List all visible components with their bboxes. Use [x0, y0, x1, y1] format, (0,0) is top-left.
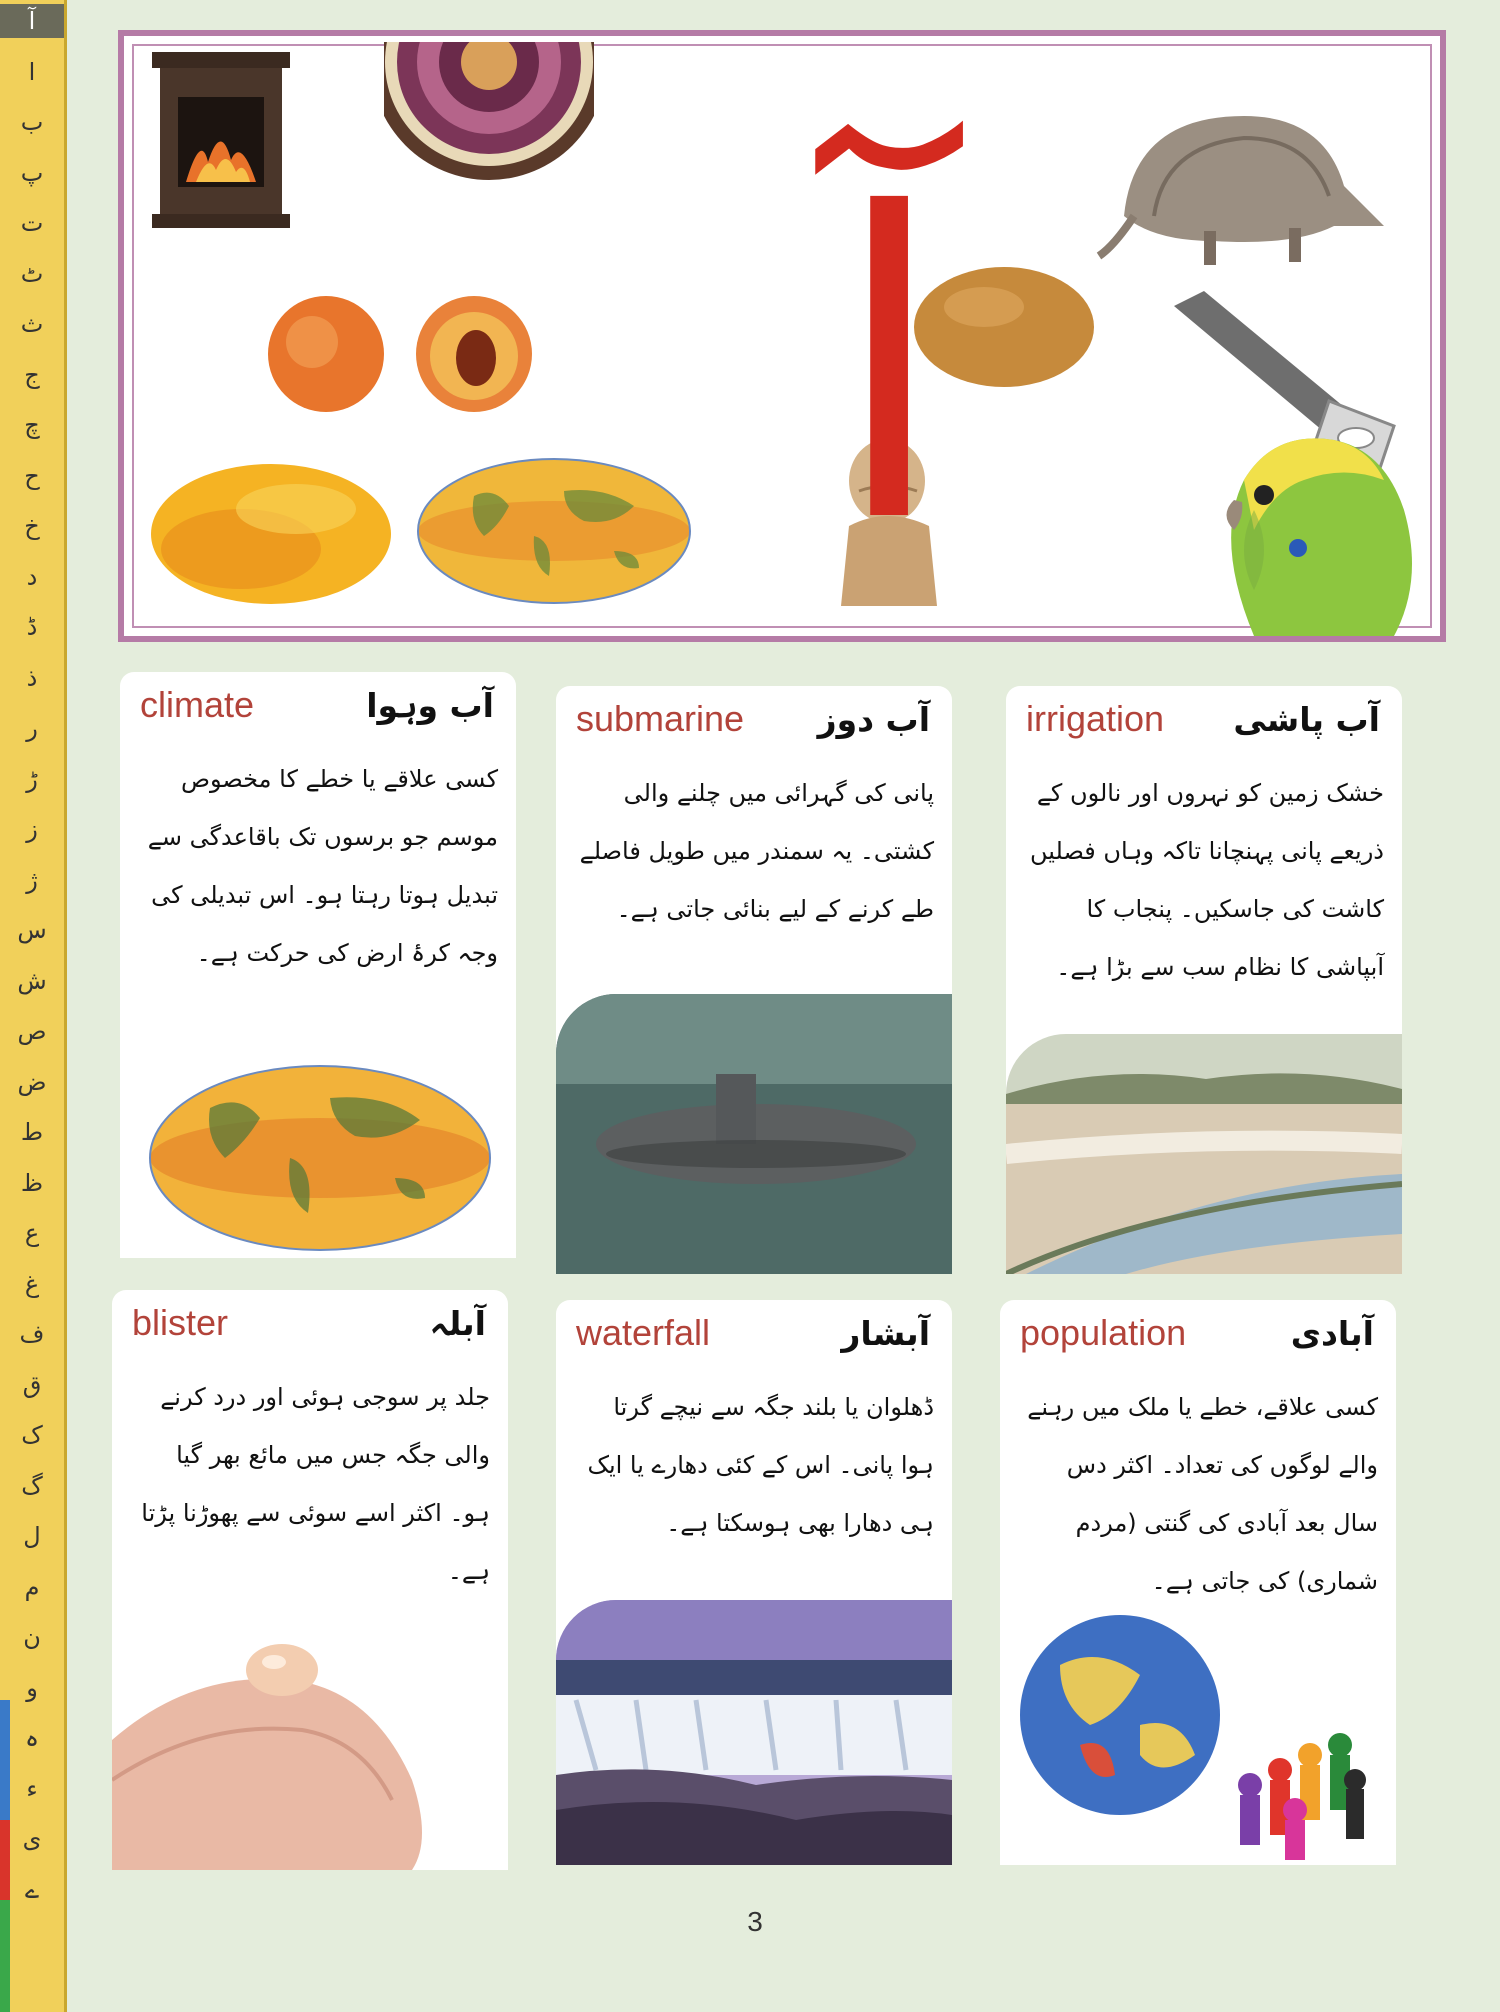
alphabet-letter: ڑ: [26, 764, 38, 793]
card-urdu-word: آب وہوا: [366, 686, 494, 725]
card-submarine: [556, 686, 952, 1274]
card-blister: [112, 1290, 508, 1870]
page-number: 3: [747, 1906, 763, 1937]
card-english-word: submarine: [576, 698, 745, 739]
card-english-word: blister: [132, 1302, 229, 1343]
alphabet-letter: گ: [21, 1471, 43, 1500]
alphabet-letter: م: [24, 1572, 40, 1601]
alphabet-letter: ع: [24, 1219, 40, 1247]
blister-icon: [112, 1600, 508, 1870]
card-waterfall: [556, 1300, 952, 1865]
alphabet-letter: ء: [26, 1774, 38, 1803]
alphabet-letter: و: [26, 1673, 38, 1702]
card-english-word: waterfall: [576, 1312, 711, 1353]
card-definition: پانی کی گہرائی میں چلنے والی کشتی۔ یہ سمندر میں طویل فاصلے طے کرنے کے لیے بنائی جاتی ہے۔: [579, 779, 934, 923]
hero-panel: [118, 30, 1446, 642]
world-map-icon: [414, 456, 694, 606]
alphabet-letter: ہ: [24, 1724, 40, 1752]
climate-map-icon: [120, 1048, 516, 1258]
alphabet-letter: ژ: [26, 865, 38, 894]
mango-icon: [146, 454, 396, 614]
card-definition: کسی علاقے، خطے یا ملک میں رہنے والے لوگوں کی تعداد۔ اکثر دس سال بعد آبادی کی گنتی (مردم شماری) کی جاتی ہے۔: [1027, 1393, 1378, 1595]
waterfall-icon: [556, 1600, 952, 1865]
card-definition: جلد پر سوجی ہوئی اور درد کرنے والی جگہ جس میں مائع بھر گیا ہو۔ اکثر اسے سوئی سے پھوڑنا پڑتا ہے۔: [141, 1383, 490, 1585]
card-definition: کسی علاقے یا خطے کا مخصوص موسم جو برسوں تک باقاعدگی سے تبدیل ہوتا رہتا ہو۔ اس تبدیلی کی وجہ کرۂ ارض کی حرکت ہے۔: [147, 765, 498, 967]
alphabet-letter: ل: [23, 1522, 41, 1550]
alphabet-letter: ض: [17, 1067, 47, 1096]
alphabet-letter: ص: [17, 1017, 47, 1045]
alphabet-letter: ا: [28, 57, 36, 86]
fireplace-icon: [146, 42, 296, 232]
card-urdu-word: آبلہ: [429, 1304, 486, 1343]
alphabet-letter: ق: [22, 1370, 42, 1399]
card-urdu-word: آب پاشی: [1233, 700, 1380, 739]
alphabet-letter: ت: [20, 209, 44, 237]
card-definition: خشک زمین کو نہروں اور نالوں کے ذریعے پانی پہنچانا تاکہ وہاں فصلیں کاشت کی جاسکیں۔ پنجاب کا آبپاشی کا نظام سب سے بڑا ہے۔: [1029, 779, 1384, 981]
alphabet-strip: [0, 0, 67, 2012]
globe-people-icon: [1000, 1605, 1396, 1865]
alphabet-letter: ر: [26, 714, 38, 742]
submarine-icon: [556, 994, 952, 1274]
parrot-icon: [1194, 420, 1424, 636]
alphabet-letter: غ: [24, 1269, 40, 1298]
card-urdu-word: آبشار: [841, 1314, 930, 1353]
canal-icon: [1006, 1034, 1402, 1274]
card-urdu-word: آبادی: [1290, 1314, 1374, 1353]
hero-big-letter: آ: [830, 126, 948, 615]
alphabet-letter: ک: [21, 1421, 43, 1449]
alphabet-letter: س: [17, 916, 47, 944]
alphabet-letter: ط: [20, 1118, 44, 1146]
alphabet-letter: چ: [24, 411, 40, 439]
peach-icon: [264, 292, 564, 422]
alphabet-letter: ج: [24, 360, 40, 389]
strip-green-stripe: [0, 1900, 10, 2012]
alphabet-letter: ڈ: [26, 613, 38, 641]
card-climate: [120, 672, 516, 1258]
alphabet-letter: ث: [20, 310, 44, 338]
alphabet-letter: ظ: [20, 1168, 44, 1197]
card-population: [1000, 1300, 1396, 1865]
card-english-word: population: [1020, 1312, 1187, 1353]
alphabet-letter: پ: [20, 158, 44, 187]
card-urdu-word: آب دوز: [817, 700, 930, 739]
alphabet-letter: ی: [22, 1825, 42, 1853]
alphabet-letter: ے: [24, 1875, 40, 1904]
card-irrigation: [1006, 686, 1402, 1274]
alphabet-letter: ز: [26, 815, 38, 843]
alphabet-letter: د: [26, 562, 38, 591]
alphabet-letter: ش: [17, 966, 47, 995]
alphabet-letter: ح: [24, 461, 40, 490]
card-english-word: irrigation: [1026, 698, 1165, 739]
alphabet-letter: ذ: [26, 663, 38, 692]
alphabet-letter: خ: [24, 512, 40, 540]
alphabet-letter: ٹ: [20, 259, 44, 288]
card-english-word: climate: [140, 684, 255, 725]
alphabet-letter: آ: [0, 4, 64, 38]
alphabet-letter: ف: [19, 1320, 45, 1348]
card-definition: ڈھلوان یا بلند جگہ سے نیچے گرتا ہوا پانی۔ اس کے کئی دھارے یا ایک ہی دھارا بھی ہوسکتا ہے۔: [587, 1393, 934, 1537]
armadillo-icon: [1094, 76, 1394, 276]
alphabet-letter: ب: [20, 108, 44, 136]
alphabet-letter: ن: [23, 1623, 41, 1651]
ornament-icon: [384, 42, 594, 192]
